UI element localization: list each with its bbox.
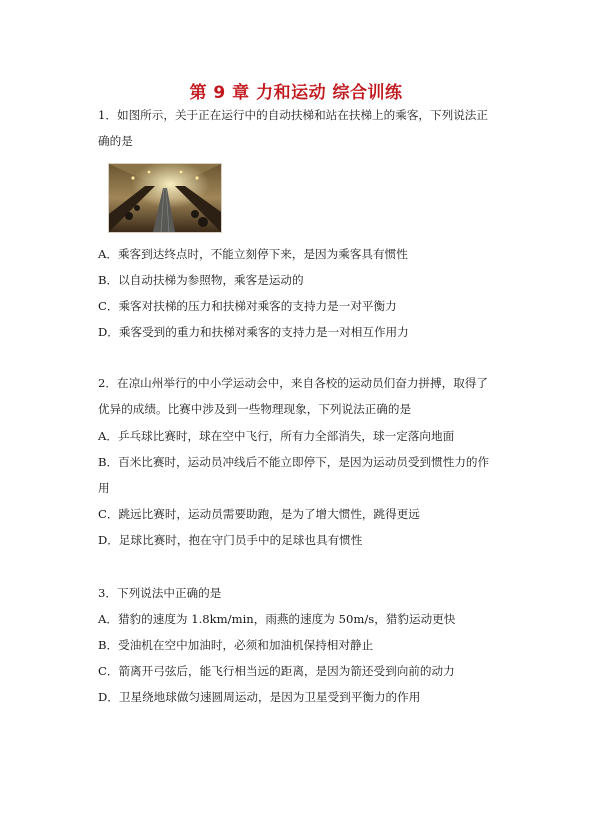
q2-option-b-cont: 用 [98, 481, 110, 495]
q1-stem-line-2: 确的是 [98, 134, 133, 148]
q3-option-c: C．箭离开弓弦后，能飞行相当远的距离，是因为箭还受到向前的动力 [98, 664, 455, 678]
q3-option-b: B．受油机在空中加油时，必须和加油机保持相对静止 [98, 638, 374, 652]
q3-stem: 3．下列说法中正确的是 [98, 586, 222, 600]
q3-option-d: D．卫星绕地球做匀速圆周运动，是因为卫星受到平衡力的作用 [98, 690, 421, 704]
q2-option-d: D．足球比赛时，抱在守门员手中的足球也具有惯性 [98, 533, 363, 547]
escalator-photo [108, 163, 222, 233]
q1-option-d: D．乘客受到的重力和扶梯对乘客的支持力是一对相互作用力 [98, 325, 409, 339]
q1-option-a: A．乘客到达终点时，不能立刻停下来，是因为乘客具有惯性 [98, 247, 408, 261]
q2-option-c: C．跳远比赛时，运动员需要助跑，是为了增大惯性，跳得更远 [98, 507, 420, 521]
q1-stem-line-1: 1．如图所示，关于正在运行中的自动扶梯和站在扶梯上的乘客，下列说法正 [98, 108, 488, 122]
q2-option-a: A．乒乓球比赛时，球在空中飞行，所有力全部消失，球一定落向地面 [98, 429, 455, 443]
q1-option-b: B．以自动扶梯为参照物，乘客是运动的 [98, 273, 304, 287]
q2-stem-line-2: 优异的成绩。比赛中涉及到一些物理现象，下列说法正确的是 [98, 402, 412, 416]
q2-stem-line-1: 2．在凉山州举行的中小学运动会中，来自各校的运动员们奋力拼搏，取得了 [98, 376, 488, 390]
q3-option-a: A．猎豹的速度为 1.8km/min，雨燕的速度为 50m/s，猎豹运动更快 [98, 612, 456, 626]
q1-option-c: C．乘客对扶梯的压力和扶梯对乘客的支持力是一对平衡力 [98, 299, 397, 313]
q2-option-b: B．百米比赛时，运动员冲线后不能立即停下，是因为运动员受到惯性力的作 [98, 455, 490, 469]
page-title: 第 9 章 力和运动 综合训练 [189, 83, 403, 103]
